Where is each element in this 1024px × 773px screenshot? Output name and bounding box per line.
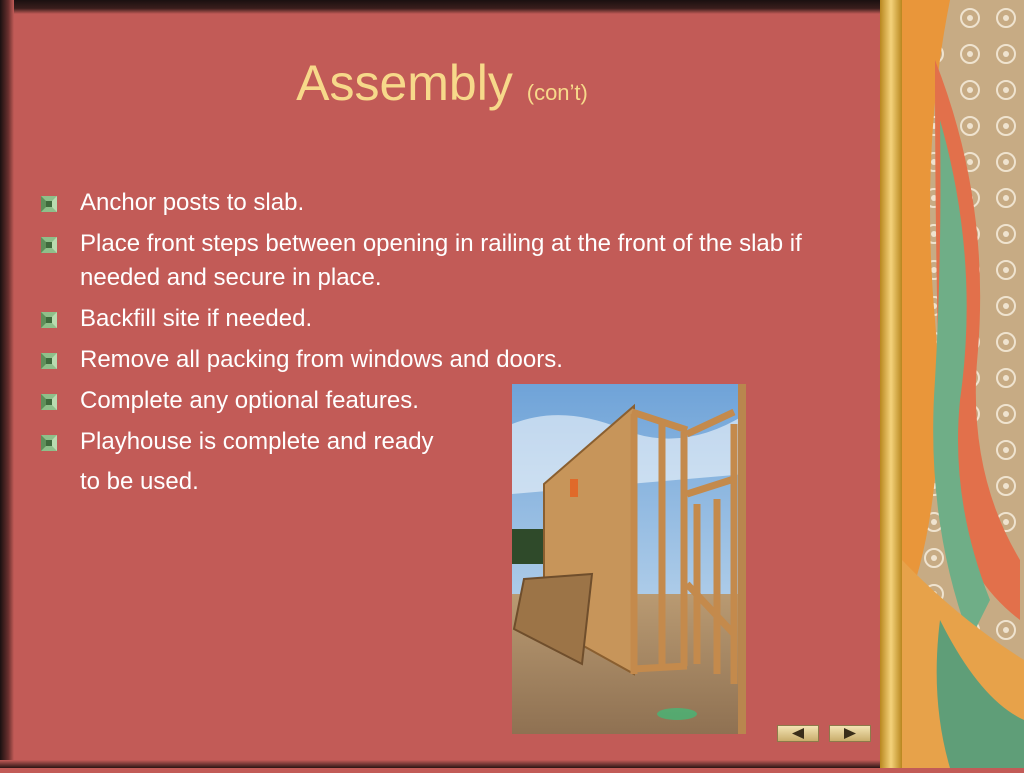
patterned-square-bullet-icon	[40, 195, 58, 213]
patterned-square-bullet-icon	[40, 352, 58, 370]
next-slide-button[interactable]	[829, 725, 871, 742]
bullet-item	[38, 343, 838, 377]
right-triangle-icon	[842, 728, 858, 739]
bullet-item	[38, 186, 838, 220]
bullet-text: Anchor posts to slab.	[80, 189, 305, 216]
left-triangle-icon	[790, 728, 806, 739]
bottom-shadow-band	[0, 760, 884, 768]
slide-title-suffix: (con’t)	[526, 80, 588, 105]
slide-title	[0, 55, 884, 111]
construction-photo	[512, 384, 746, 734]
patterned-square-bullet-icon	[40, 393, 58, 411]
patterned-square-bullet-icon	[40, 236, 58, 254]
bullet-item	[38, 302, 838, 336]
bullet-text: Remove all packing from windows and doors.	[80, 346, 563, 373]
bullet-text: Complete any optional features.	[80, 387, 419, 414]
patterned-square-bullet-icon	[40, 311, 58, 329]
previous-slide-button[interactable]	[777, 725, 819, 742]
bullet-text: Place front steps between opening in railing at the front of the slab if needed and secure in place.	[80, 230, 802, 291]
bullet-continuation: to be used.	[80, 468, 199, 495]
bullet-item	[38, 227, 838, 295]
left-shadow-band	[0, 0, 14, 768]
decorative-floral-panel	[880, 0, 1024, 768]
top-shadow-band	[0, 0, 884, 14]
patterned-square-bullet-icon	[40, 434, 58, 452]
bullet-text: Backfill site if needed.	[80, 305, 313, 332]
bullet-text: Playhouse is complete and ready	[80, 428, 434, 455]
slide-title-main: Assembly	[296, 55, 513, 111]
